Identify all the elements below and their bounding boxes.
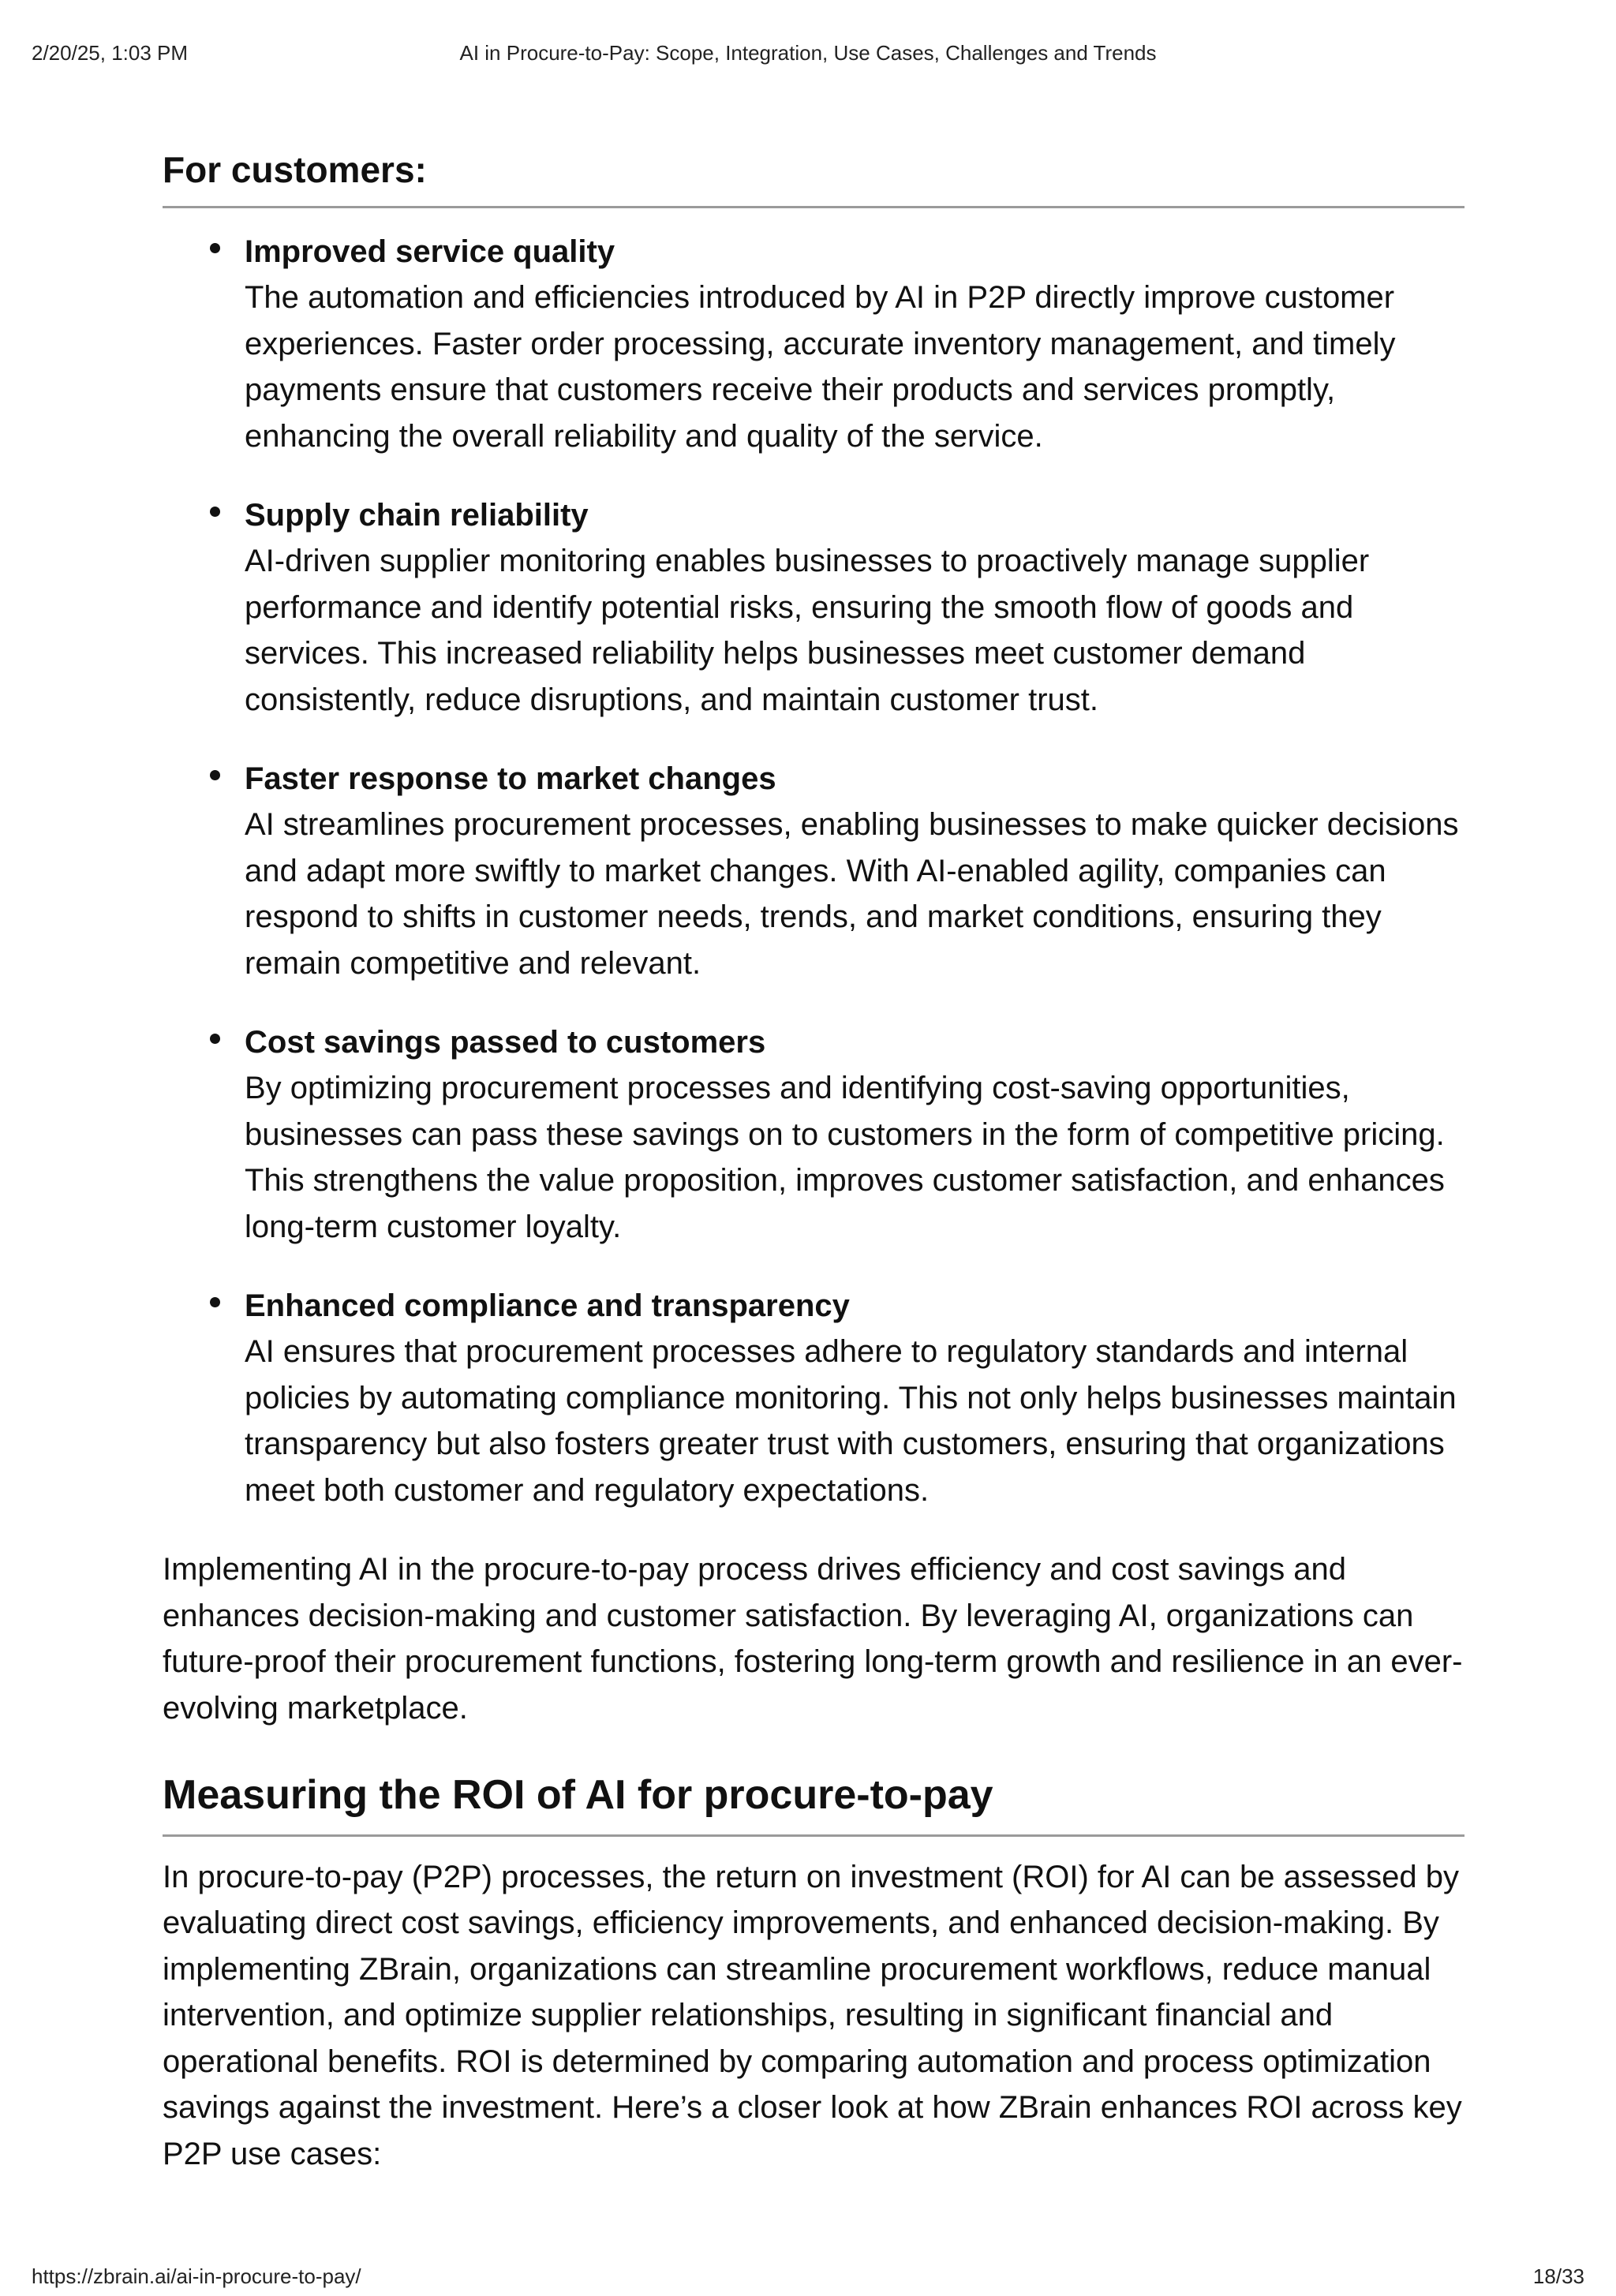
list-item — [163, 492, 1464, 723]
benefit-title: Faster response to market changes — [245, 761, 776, 797]
list-item — [163, 1283, 1464, 1513]
print-datetime: 2/20/25, 1:03 PM — [32, 41, 189, 65]
list-item — [163, 229, 1464, 459]
print-header — [0, 41, 1616, 73]
bullet-icon — [210, 243, 220, 253]
roi-paragraph: In procure-to-pay (P2P) processes, the return on investment (ROI) for AI can be assessed by evaluating direct cost savings, efficiency improvements, and enhanced decision-making. By implementing ZBrain, organizations can streamline procurement workflows, reduce manual intervention, and optimize supplier relationships, resulting in significant financial and operational benefits. ROI is determined by comparing automation and process optimization savings against the investment. Here’s a closer look at how ZBrain enhances ROI across key P2P use cases: — [163, 1859, 1462, 2171]
section-heading-customers: For customers: — [163, 148, 1464, 208]
benefit-title: Enhanced compliance and transparency — [245, 1288, 850, 1324]
benefit-title: Cost savings passed to customers — [245, 1025, 766, 1060]
print-url: https://zbrain.ai/ai-in-procure-to-pay/ — [32, 2264, 361, 2288]
print-doc-title: AI in Procure-to-Pay: Scope, Integration, Use Cases, Challenges and Trends — [459, 41, 1157, 65]
bullet-icon — [210, 1034, 220, 1044]
bullet-icon — [210, 1297, 220, 1307]
customer-benefits-list — [163, 229, 1464, 1513]
bullet-icon — [210, 507, 220, 517]
benefit-description: By optimizing procurement processes and identifying cost-saving opportunities, businesses can pass these savings on to customers in the form of competitive pricing. This strengthens the value proposition, improves customer satisfaction, and enhances long-term customer loyalty. — [245, 1071, 1445, 1244]
benefit-description: The automation and efficiencies introduced by AI in P2P directly improve customer experiences. Faster order processing, accurate inventory management, and timely payments ensure that customers receive their products and services promptly, enhancing the overall reliability and quality of the service. — [245, 280, 1396, 454]
list-item — [163, 1019, 1464, 1250]
benefit-description: AI ensures that procurement processes adhere to regulatory standards and internal policies by automating compliance monitoring. This not only helps businesses maintain transparency but also fosters greater trust with customers, ensuring that organizations meet both customer and regulatory expectations. — [245, 1334, 1457, 1508]
print-footer — [0, 2264, 1616, 2296]
section-heading-roi: Measuring the ROI of AI for procure-to-pay — [163, 1771, 1464, 1836]
bullet-icon — [210, 770, 220, 780]
summary-paragraph: Implementing AI in the procure-to-pay process drives efficiency and cost savings and enhances decision-making and customer satisfaction. By leveraging AI, organizations can future-proof their procurement functions, fostering long-term growth and resilience in an ever-evolving marketplace. — [163, 1552, 1463, 1726]
article-content — [163, 148, 1464, 2177]
benefit-description: AI streamlines procurement processes, enabling businesses to make quicker decisions and adapt more swiftly to market changes. With AI-enabled agility, companies can respond to shifts in customer needs, trends, and market conditions, ensuring they remain competitive and relevant. — [245, 807, 1459, 981]
benefit-description: AI-driven supplier monitoring enables businesses to proactively manage supplier performance and identify potential risks, ensuring the smooth flow of goods and services. This increased reliability helps businesses meet customer demand consistently, reduce disruptions, and maintain customer trust. — [245, 544, 1370, 717]
benefit-title: Supply chain reliability — [245, 498, 589, 533]
list-item — [163, 756, 1464, 986]
page-number: 18/33 — [1532, 2264, 1584, 2288]
benefit-title: Improved service quality — [245, 234, 615, 270]
